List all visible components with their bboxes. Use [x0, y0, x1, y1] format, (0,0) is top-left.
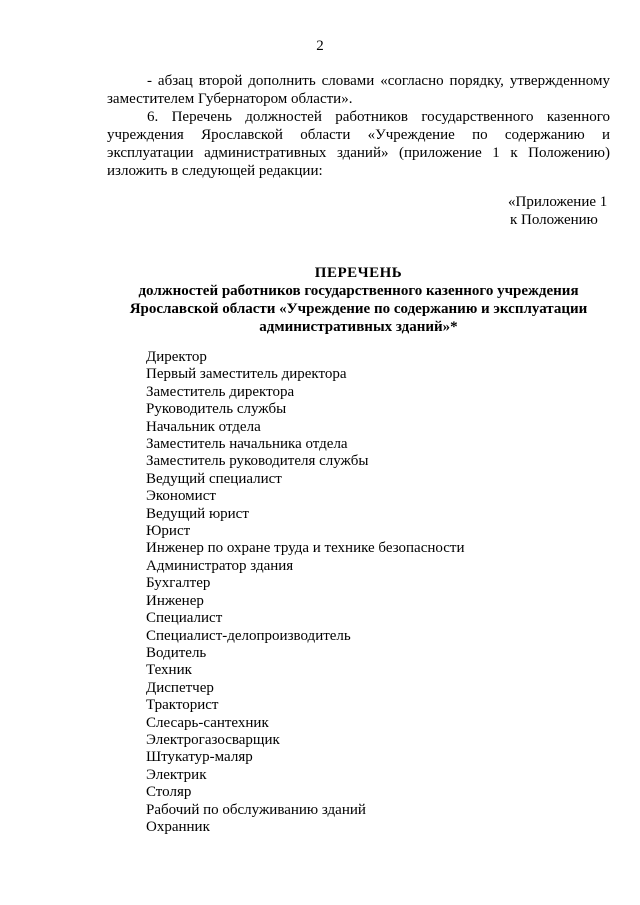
list-heading: ПЕРЕЧЕНЬ — [314, 265, 403, 281]
page-number: 2 — [316, 38, 324, 54]
appendix-reference-line2: к Положению — [510, 212, 598, 228]
position-item: Электрогазосварщик — [146, 731, 280, 748]
position-item: Начальник отдела — [146, 418, 261, 435]
position-item: Водитель — [146, 644, 207, 661]
position-item: Ведущий юрист — [146, 505, 249, 522]
appendix-reference — [508, 193, 607, 229]
position-item: Охранник — [146, 818, 210, 835]
position-item: Первый заместитель директора — [146, 366, 347, 383]
position-item: Экономист — [146, 488, 216, 505]
appendix-reference-line1: «Приложение 1 — [508, 194, 608, 210]
position-item: Столяр — [146, 784, 192, 801]
position-item: Заместитель начальника отдела — [146, 436, 348, 453]
position-item: Администратор здания — [146, 557, 294, 574]
position-item: Техник — [146, 662, 192, 679]
position-item: Электрик — [146, 766, 207, 783]
paragraph-item-6: 6. Перечень должностей работников государственного казенного учреждения Ярославской области «Учреждение по содержанию и эксплуатации административных зданий» (приложение 1 к Положению) изложить в следующей редакции: — [107, 109, 610, 179]
position-item: Диспетчер — [146, 679, 214, 696]
position-item: Руководитель службы — [146, 401, 287, 418]
position-item: Ведущий специалист — [146, 470, 282, 487]
position-item: Специалист — [146, 610, 223, 627]
position-item: Рабочий по обслуживанию зданий — [146, 801, 366, 818]
position-item: Слесарь-сантехник — [146, 714, 269, 731]
position-item: Заместитель директора — [146, 383, 295, 400]
position-item: Заместитель руководителя службы — [146, 453, 369, 470]
position-item: Директор — [146, 349, 207, 365]
position-item: Юрист — [146, 523, 191, 540]
positions-list — [146, 349, 465, 836]
paragraph-amendment-abzac: - абзац второй дополнить словами «согласно порядку, утвержденному заместителем Губернатором области». — [107, 73, 610, 107]
position-item: Специалист-делопроизводитель — [146, 627, 351, 644]
position-item: Инженер по охране труда и технике безопасности — [146, 540, 465, 557]
list-title-block — [107, 264, 610, 336]
position-item: Штукатур-маляр — [146, 749, 253, 766]
position-item: Тракторист — [146, 697, 219, 714]
position-item: Бухгалтер — [146, 575, 211, 592]
list-subtitle: должностей работников государственного казенного учреждения Ярославской области «Учреждение по содержанию и эксплуатации административных зданий»* — [129, 283, 588, 335]
position-item: Инженер — [146, 592, 204, 609]
